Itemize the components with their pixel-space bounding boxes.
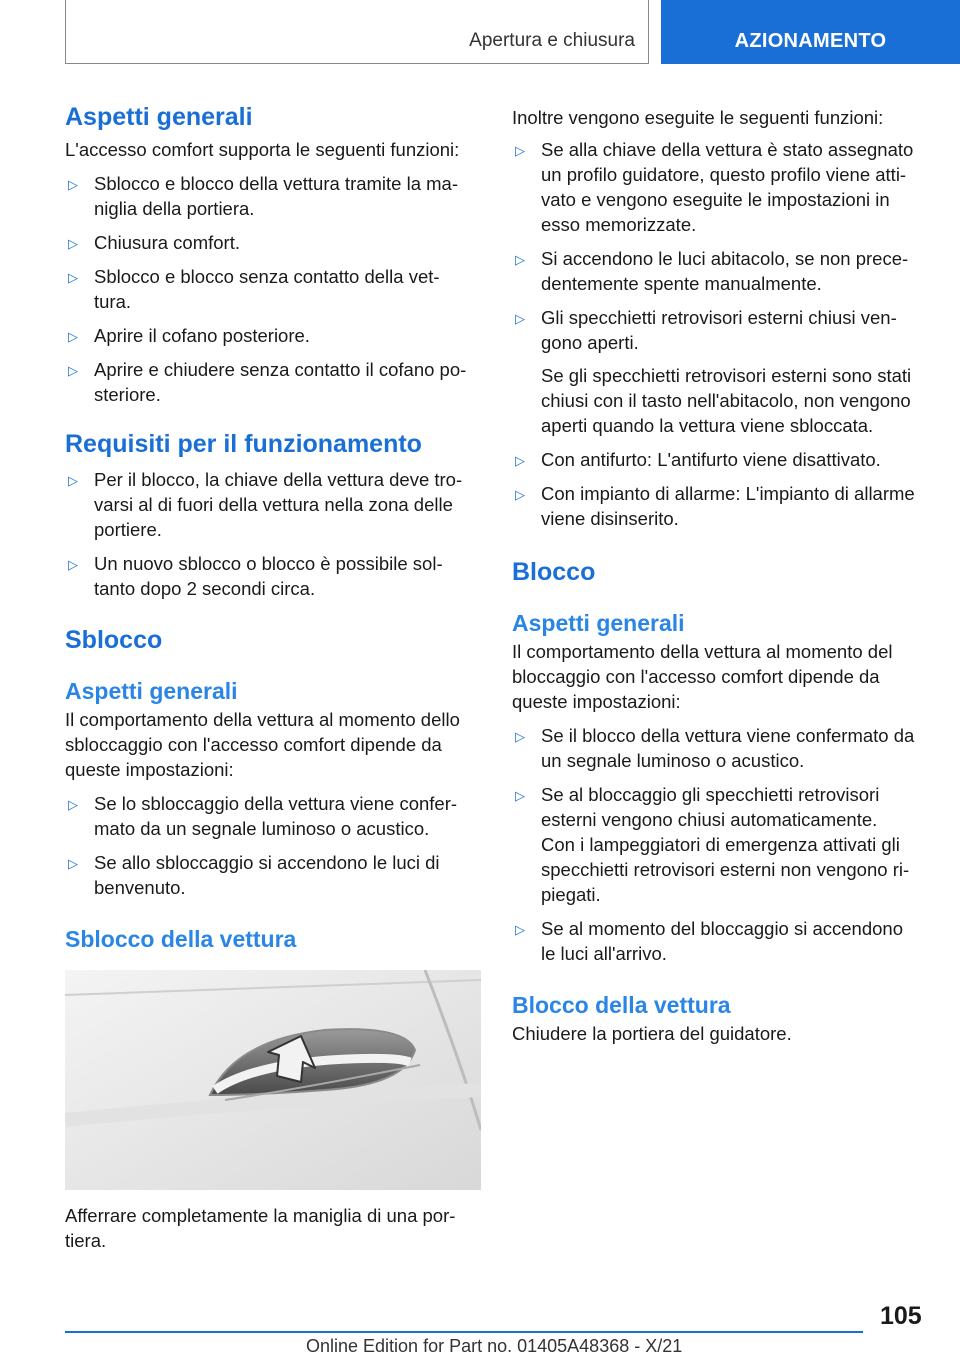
triangle-bullet-icon: ▷: [515, 143, 525, 158]
list-item: ▷ Se il blocco della vettura viene confermato da un segnale luminoso o acustico.: [515, 725, 915, 771]
page-number: 105: [880, 1302, 922, 1330]
list-item: ▷ Con antifurto: L'antifurto viene disattivato.: [512, 447, 926, 472]
chapter-tab: [661, 0, 960, 64]
triangle-bullet-icon: ▷: [68, 797, 78, 812]
list-item: ▷ Aprire il cofano posteriore.: [65, 323, 481, 348]
requirements-list: [65, 467, 481, 601]
list-item: ▷ Si accendono le luci abitacolo, se non prece- dentemente spente manualmente.: [515, 248, 909, 294]
section-title: Apertura e chiusura: [469, 30, 635, 51]
unlock-intro: Il comportamento della vettura al momento dello sbloccaggio con l'accesso comfort dipende da queste impostazioni:: [65, 709, 460, 780]
list-item-note: Se gli specchietti retrovisori esterni sono stati chiusi con il tasto nell'abitacolo, non vengono aperti quando la vettura viene sbloccata.: [541, 365, 912, 436]
triangle-bullet-icon: ▷: [68, 270, 78, 285]
list-item: ▷ Se alla chiave della vettura è stato assegnato un profilo guidatore, questo profilo viene atti- vato e vengono eseguite le impostazioni in esso memorizzate.: [515, 139, 914, 235]
door-handle-illustration: [65, 970, 481, 1190]
list-item: ▷ Se allo sbloccaggio si accendono le luci di benvenuto.: [68, 852, 440, 898]
lock-vehicle-text: Chiudere la portiera del guidatore.: [512, 1023, 792, 1044]
door-handle-photo: [65, 970, 481, 1190]
triangle-bullet-icon: ▷: [68, 363, 78, 378]
heading-general: Aspetti generali: [65, 103, 253, 131]
triangle-bullet-icon: ▷: [515, 788, 525, 803]
chapter-title: AZIONAMENTO: [734, 30, 887, 52]
list-item: ▷ Aprire e chiudere senza contatto il cofano po- steriore.: [68, 359, 467, 405]
triangle-bullet-icon: ▷: [515, 922, 525, 937]
list-item: ▷ Con impianto di allarme: L'impianto di allarme viene disinserito.: [515, 483, 915, 529]
triangle-bullet-icon: ▷: [68, 329, 78, 344]
triangle-bullet-icon: ▷: [68, 236, 78, 251]
edition-text: Online Edition for Part no. 01405A48368 - X/21: [306, 1336, 683, 1356]
functions-list: [65, 171, 481, 407]
right-column: [512, 105, 926, 1046]
more-functions-list: [512, 137, 926, 531]
triangle-bullet-icon: ▷: [515, 252, 525, 267]
heading-lock: Blocco: [512, 558, 596, 586]
heading-unlock: Sblocco: [65, 626, 163, 654]
section-tab: [65, 0, 649, 64]
lock-intro: Il comportamento della vettura al momento del bloccaggio con l'accesso comfort dipende da queste impostazioni:: [512, 641, 893, 712]
footer-divider: [65, 1331, 863, 1333]
list-item: ▷ Sblocco e blocco senza contatto della vet- tura.: [68, 266, 440, 312]
triangle-bullet-icon: ▷: [68, 473, 78, 488]
triangle-bullet-icon: ▷: [68, 177, 78, 192]
list-item: ▷ Per il blocco, la chiave della vettura deve tro- varsi al di fuori della vettura nella zona delle portiere.: [68, 469, 463, 540]
list-item: ▷ Sblocco e blocco della vettura tramite la ma- niglia della portiera.: [68, 173, 459, 219]
lock-settings-list: [512, 723, 926, 966]
triangle-bullet-icon: ▷: [515, 453, 525, 468]
left-column: [65, 102, 481, 1253]
heading-lock-general: Aspetti generali: [512, 610, 685, 636]
photo-caption: Afferrare completamente la maniglia di una por- tiera.: [65, 1205, 456, 1251]
heading-unlock-general: Aspetti generali: [65, 678, 238, 704]
list-item: ▷ Gli specchietti retrovisori esterni chiusi ven- gono aperti.: [515, 307, 897, 353]
heading-lock-vehicle: Blocco della vettura: [512, 992, 731, 1018]
triangle-bullet-icon: ▷: [515, 487, 525, 502]
list-item: ▷ Se lo sbloccaggio della vettura viene confer- mato da un segnale luminoso o acustico.: [68, 793, 458, 839]
triangle-bullet-icon: ▷: [515, 729, 525, 744]
heading-unlock-vehicle: Sblocco della vettura: [65, 926, 297, 952]
more-functions-intro: Inoltre vengono eseguite le seguenti funzioni:: [512, 107, 884, 128]
list-item: ▷ Se al momento del bloccaggio si accendono le luci all'arrivo.: [515, 918, 904, 964]
page-header: [65, 0, 960, 64]
intro-text: L'accesso comfort supporta le seguenti funzioni:: [65, 139, 460, 160]
heading-requirements: Requisiti per il funzionamento: [65, 430, 422, 458]
list-item: ▷ Se al bloccaggio gli specchietti retrovisori esterni vengono chiusi automaticamente. Con i lampeggiatori di emergenza attivati gli specchietti retrovisori esterni non vengono ri- piegati.: [515, 784, 910, 905]
list-item: ▷ Chiusura comfort.: [65, 230, 481, 255]
triangle-bullet-icon: ▷: [68, 557, 78, 572]
triangle-bullet-icon: ▷: [515, 311, 525, 326]
unlock-settings-list: [65, 791, 481, 900]
list-item: ▷ Un nuovo sblocco o blocco è possibile sol- tanto dopo 2 secondi circa.: [68, 553, 443, 599]
triangle-bullet-icon: ▷: [68, 856, 78, 871]
